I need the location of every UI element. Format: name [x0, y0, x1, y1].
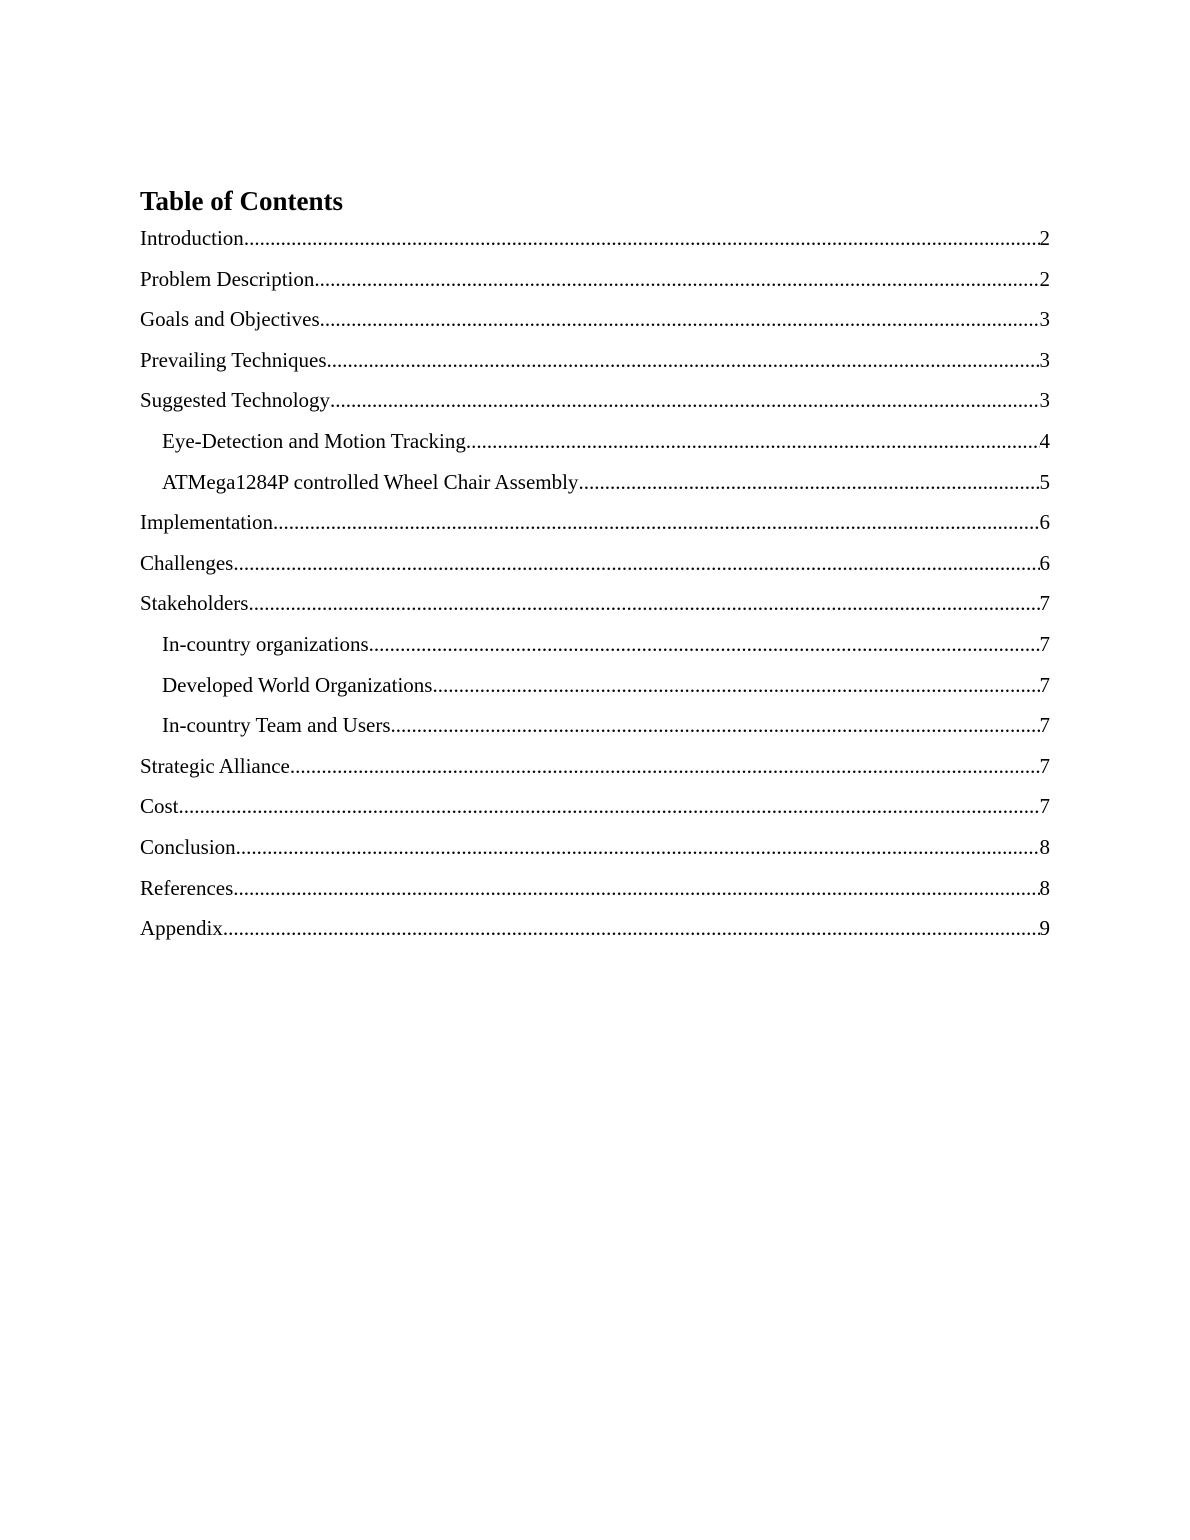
toc-entry-label: Implementation: [140, 510, 273, 535]
dot-leader: [236, 833, 1040, 861]
dot-leader: [314, 265, 1039, 293]
toc-entry[interactable]: [140, 711, 1050, 752]
toc-entry[interactable]: [140, 630, 1050, 671]
toc-entry[interactable]: [140, 874, 1050, 915]
toc-entry[interactable]: [140, 265, 1050, 306]
toc-entry-page: 7: [1039, 713, 1050, 738]
toc-entry[interactable]: [140, 792, 1050, 833]
dot-leader: [320, 305, 1040, 333]
toc-entry-label: In-country Team and Users: [162, 713, 391, 738]
toc-entry-label: Appendix: [140, 916, 223, 941]
toc-entry-page: 7: [1039, 753, 1050, 778]
dot-leader: [327, 346, 1040, 374]
toc-entry-page: 7: [1039, 672, 1050, 697]
toc-entry-label: Conclusion: [140, 834, 236, 859]
toc-entry[interactable]: [140, 914, 1050, 955]
toc-entry[interactable]: [140, 386, 1050, 427]
toc-entry-page: 9: [1039, 916, 1050, 941]
toc-entry[interactable]: [140, 468, 1050, 509]
toc-entry[interactable]: [140, 224, 1050, 265]
toc-entry[interactable]: [140, 346, 1050, 387]
toc-entry-page: 7: [1039, 794, 1050, 819]
toc-entry-label: ATMega1284P controlled Wheel Chair Assembly: [162, 469, 579, 494]
toc-entry[interactable]: [140, 589, 1050, 630]
toc-entry-label: Developed World Organizations: [162, 672, 433, 697]
toc-entry[interactable]: [140, 427, 1050, 468]
toc-entry[interactable]: [140, 549, 1050, 590]
toc-title: Table of Contents: [140, 186, 344, 216]
toc-entry-page: 3: [1039, 307, 1050, 332]
dot-leader: [273, 508, 1040, 536]
toc-entry-page: 2: [1039, 226, 1050, 250]
dot-leader: [391, 711, 1040, 739]
toc-entry-page: 3: [1039, 347, 1050, 372]
dot-leader: [233, 874, 1039, 902]
toc-entry-label: References: [140, 875, 234, 900]
toc-entry[interactable]: [140, 833, 1050, 874]
toc-entry-label: Strategic Alliance: [140, 753, 290, 778]
toc-entry-page: 3: [1039, 388, 1050, 413]
dot-leader: [223, 914, 1040, 942]
toc-entry[interactable]: [140, 305, 1050, 346]
toc-entry-label: In-country organizations: [162, 631, 369, 656]
toc-entry-label: Stakeholders: [140, 591, 249, 616]
toc-entry-label: Suggested Technology: [140, 388, 331, 413]
dot-leader: [248, 589, 1039, 617]
dot-leader: [369, 630, 1040, 658]
dot-leader: [432, 671, 1039, 699]
toc-entry-page: 5: [1039, 469, 1050, 494]
dot-leader: [244, 224, 1040, 252]
toc-entry-page: 6: [1039, 550, 1050, 575]
toc-entry-page: 7: [1039, 631, 1050, 656]
toc-entry-label: Goals and Objectives: [140, 307, 320, 332]
toc-entry-label: Introduction: [140, 226, 244, 250]
toc-entry-page: 8: [1039, 875, 1050, 900]
toc-entry-label: Eye-Detection and Motion Tracking: [162, 428, 466, 453]
dot-leader: [466, 427, 1040, 455]
toc-entry-page: 4: [1039, 428, 1050, 453]
toc-entry-label: Challenges: [140, 550, 234, 575]
toc-entry-label: Cost: [140, 794, 179, 819]
toc-entry-page: 2: [1039, 266, 1050, 291]
toc-entry-label: Prevailing Techniques: [140, 347, 327, 372]
toc-entry[interactable]: [140, 508, 1050, 549]
toc-entry[interactable]: [140, 752, 1050, 793]
dot-leader: [290, 752, 1040, 780]
dot-leader: [578, 468, 1039, 496]
toc-entry-page: 7: [1039, 591, 1050, 616]
dot-leader: [179, 792, 1040, 820]
toc-entry-page: 8: [1039, 834, 1050, 859]
dot-leader: [330, 386, 1039, 414]
dot-leader: [233, 549, 1039, 577]
toc-entry[interactable]: [140, 671, 1050, 712]
table-of-contents: [140, 224, 1050, 955]
toc-entry-page: 6: [1039, 510, 1050, 535]
toc-entry-label: Problem Description: [140, 266, 315, 291]
